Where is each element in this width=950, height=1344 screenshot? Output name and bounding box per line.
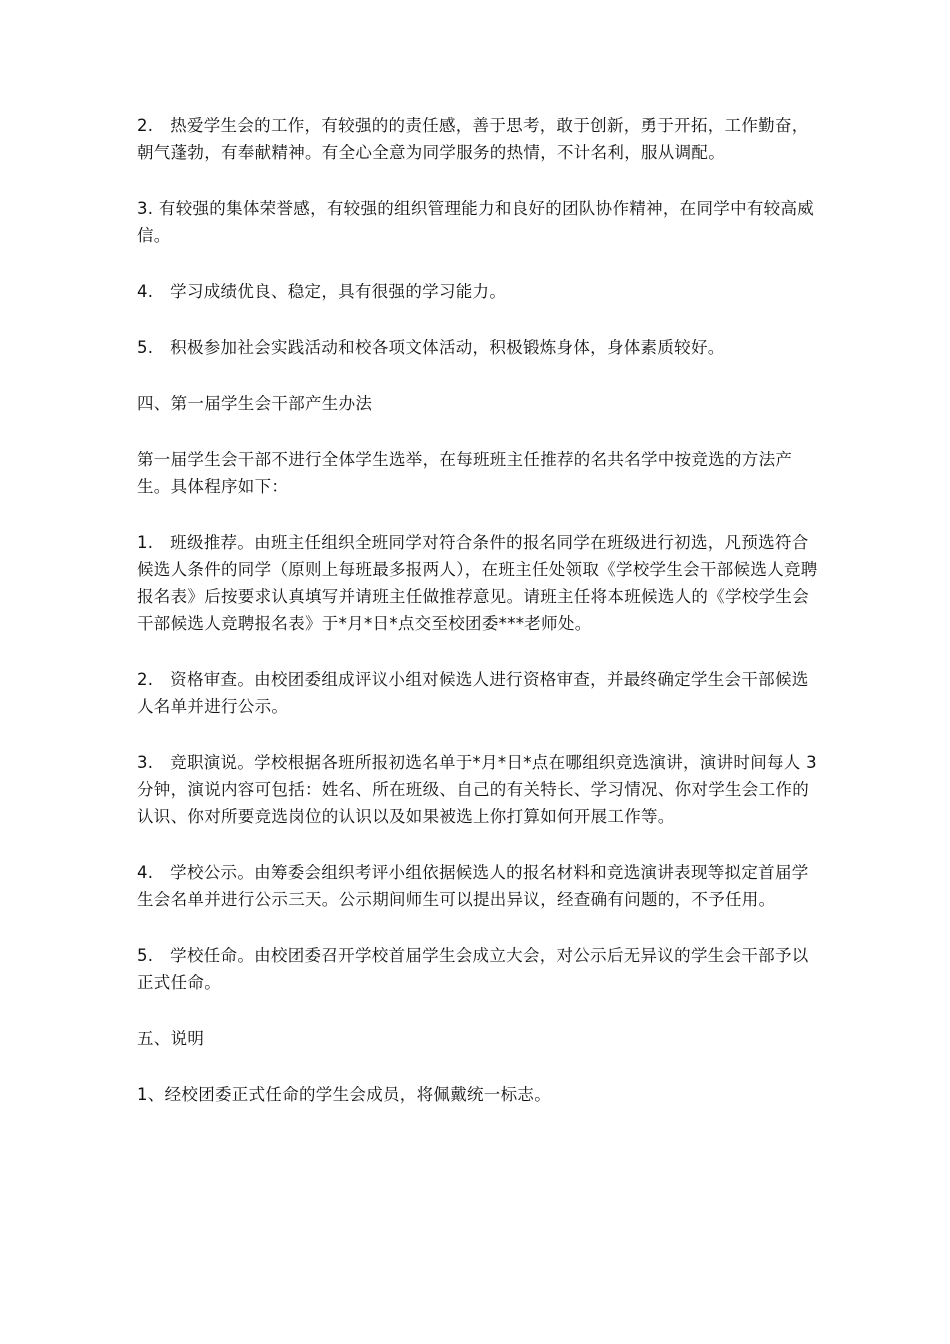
qualification-item-2: 2. 热爱学生会的工作，有较强的的责任感，善于思考，敢于创新，勇于开拓，工作勤奋，朝气蓬勃，有奉献精神。有全心全意为同学服务的热情，不计名利，服从调配。 — [137, 116, 809, 162]
procedure-item-3: 3. 竞职演说。学校根据各班所报初选名单于*月*日*点在哪组织竞选演讲，演讲时间每人 3 分钟，演说内容可包括：姓名、所在班级、自己的有关特长、学习情况、你对学生会工作的认识、你对所要竞选岗位的认识以及如果被选上你打算如何开展工作等。 — [137, 753, 817, 826]
qualification-item-5: 5. 积极参加社会实践活动和校各项文体活动，积极锻炼身体，身体素质较好。 — [137, 338, 725, 357]
document-page — [137, 112, 819, 1137]
section-heading-4: 四、第一届学生会干部产生办法 — [137, 394, 373, 413]
qualification-item-4: 4. 学习成绩优良、稳定，具有很强的学习能力。 — [137, 282, 507, 301]
note-item-1: 1、经校团委正式任命的学生会成员，将佩戴统一标志。 — [137, 1085, 551, 1104]
procedure-item-4: 4. 学校公示。由筹委会组织考评小组依据候选人的报名材料和竞选演讲表现等拟定首届学生会名单并进行公示三天。公示期间师生可以提出异议，经查确有问题的，不予任用。 — [137, 863, 809, 909]
section-heading-5: 五、说明 — [137, 1029, 205, 1048]
procedure-item-1: 1. 班级推荐。由班主任组织全班同学对符合条件的报名同学在班级进行初选，凡预选符合候选人条件的同学（原则上每班最多报两人），在班主任处领取《学校学生会干部候选人竞聘报名表》后按要求认真填写并请班主任做推荐意见。请班主任将本班候选人的《学校学生会干部候选人竞聘报名表》于*月*日*点交至校团委***老师处。 — [137, 533, 818, 633]
qualification-item-3: 3. 有较强的集体荣誉感，有较强的组织管理能力和良好的团队协作精神，在同学中有较高威信。 — [137, 199, 815, 245]
section-4-intro: 第一届学生会干部不进行全体学生选举，在每班班主任推荐的名共名学中按竞选的方法产生。具体程序如下： — [137, 450, 793, 496]
procedure-item-2: 2. 资格审查。由校团委组成评议小组对候选人进行资格审查，并最终确定学生会干部候选人名单并进行公示。 — [137, 670, 809, 716]
procedure-item-5: 5. 学校任命。由校团委召开学校首届学生会成立大会，对公示后无异议的学生会干部予以正式任命。 — [137, 946, 809, 992]
